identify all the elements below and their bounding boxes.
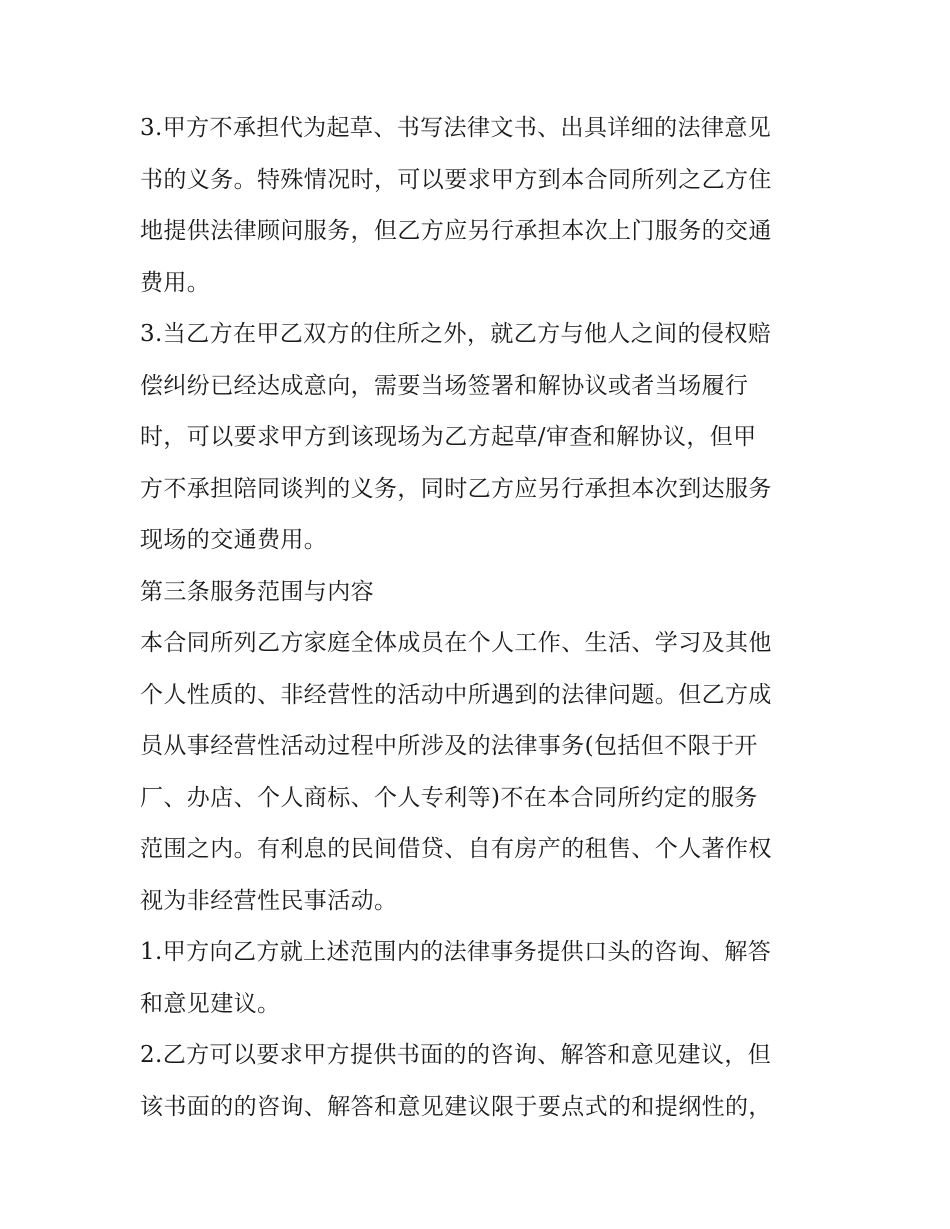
text-line: 费用。 [140, 269, 211, 296]
clause-3-written-documents [140, 103, 820, 309]
text-line: 偿纠纷已经达成意向，需要当场签署和解协议或者当场履行 [140, 372, 749, 399]
document-page [140, 103, 820, 1133]
text-line: 厂、办店、个人商标、个人专利等)不在本合同所约定的服务 [140, 784, 758, 811]
clause-3-settlement-agreement [140, 309, 820, 567]
text-line: 该书面的的咨询、解答和意见建议限于要点式的和提纲性的， [140, 1093, 772, 1120]
item-2-written-consultation [140, 1030, 820, 1133]
text-line: 地提供法律顾问服务，但乙方应另行承担本次上门服务的交通 [140, 218, 772, 244]
text-line: 2.乙方可以要求甲方提供书面的的咨询、解答和意见建议，但 [140, 1042, 772, 1068]
text-line: 个人性质的、非经营性的活动中所遇到的法律问题。但乙方成 [140, 681, 772, 708]
text-line: 时，可以要求甲方到该现场为乙方起草/审查和解协议，但甲 [140, 424, 757, 450]
text-line: 1.甲方向乙方就上述范围内的法律事务提供口头的咨询、解答 [140, 939, 772, 965]
text-line: 员从事经营性活动过程中所涉及的法律事务(包括但不限于开 [140, 733, 758, 759]
item-1-oral-consultation [140, 927, 820, 1030]
text-line: 现场的交通费用。 [140, 527, 328, 553]
service-scope-paragraph [140, 618, 820, 927]
text-line: 视为非经营性民事活动。 [140, 887, 398, 914]
section-heading: 第三条服务范围与内容 [140, 578, 374, 605]
text-line: 方不承担陪同谈判的义务，同时乙方应另行承担本次到达服务 [140, 475, 772, 502]
text-line: 和意见建议。 [140, 990, 281, 1017]
text-line: 书的义务。特殊情况时，可以要求甲方到本合同所列之乙方住 [140, 166, 772, 193]
article-3-heading [140, 567, 820, 619]
text-line: 3.甲方不承担代为起草、书写法律文书、出具详细的法律意见 [140, 115, 772, 141]
text-line: 范围之内。有利息的民间借贷、自有房产的租售、个人著作权 [140, 836, 772, 862]
text-line: 3.当乙方在甲乙双方的住所之外，就乙方与他人之间的侵权赔 [140, 321, 772, 347]
text-line: 本合同所列乙方家庭全体成员在个人工作、生活、学习及其他 [140, 630, 772, 656]
